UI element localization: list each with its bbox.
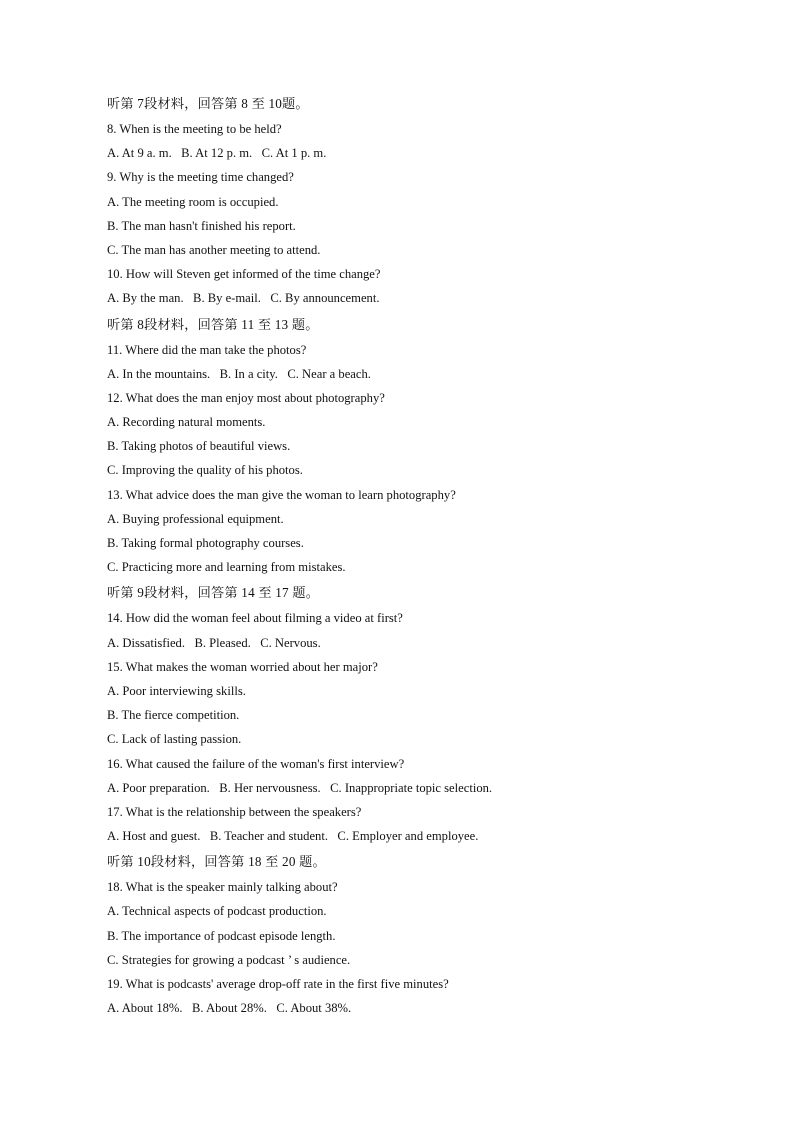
answer-options: A. About 18%. B. About 28%. C. About 38%. (107, 1001, 352, 1016)
answer-options: A. Dissatisfied. B. Pleased. C. Nervous. (107, 635, 321, 650)
answer-options: A. The meeting room is occupied. (107, 194, 279, 209)
question-text: 17. What is the relationship between the speakers? (107, 804, 362, 819)
question-text: 11. Where did the man take the photos? (107, 342, 307, 357)
question-text: 14. How did the woman feel about filming a video at first? (107, 611, 403, 626)
answer-options: A. By the man. B. By e-mail. C. By announcement. (107, 291, 380, 306)
answer-options: A. Recording natural moments. (107, 415, 266, 430)
answer-options: A. At 9 a. m. B. At 12 p. m. C. At 1 p. m. (107, 146, 327, 161)
document-body (107, 90, 747, 1020)
question-text: 10. How will Steven get informed of the time change? (107, 267, 381, 282)
answer-options: B. The importance of podcast episode length. (107, 928, 336, 943)
section-heading: 听第 10段材料，回答第 18 至 20 题。 (107, 854, 326, 870)
question-text: 12. What does the man enjoy most about photography? (107, 390, 385, 405)
answer-options: B. Taking formal photography courses. (107, 536, 304, 550)
answer-options: C. Practicing more and learning from mistakes. (107, 560, 346, 575)
answer-options: A. Poor preparation. B. Her nervousness. C. Inappropriate topic selection. (107, 780, 493, 795)
question-text: 19. What is podcasts' average drop-off rate in the first five minutes? (107, 977, 449, 991)
section-heading: 听第 8段材料，回答第 11 至 13 题。 (107, 316, 319, 332)
answer-options: A. Buying professional equipment. (107, 511, 284, 526)
answer-options: C. Lack of lasting passion. (107, 732, 242, 747)
section-heading: 听第 7段材料，回答第 8 至 10题。 (107, 96, 309, 111)
answer-options: A. In the mountains. B. In a city. C. Near a beach. (107, 366, 371, 381)
answer-options: A. Host and guest. B. Teacher and student. C. Employer and employee. (107, 829, 479, 844)
answer-options: B. Taking photos of beautiful views. (107, 439, 291, 454)
answer-options: B. The fierce competition. (107, 708, 240, 723)
question-text: 18. What is the speaker mainly talking about? (107, 880, 338, 895)
answer-options: C. Strategies for growing a podcast ’ s audience. (107, 952, 351, 967)
question-text: 15. What makes the woman worried about her major? (107, 659, 378, 674)
question-text: 8. When is the meeting to be held? (107, 122, 282, 136)
answer-options: C. The man has another meeting to attend. (107, 242, 321, 257)
question-text: 9. Why is the meeting time changed? (107, 170, 294, 185)
answer-options: A. Technical aspects of podcast production. (107, 904, 327, 919)
answer-options: C. Improving the quality of his photos. (107, 463, 303, 478)
question-text: 13. What advice does the man give the woman to learn photography? (107, 487, 456, 502)
question-text: 16. What caused the failure of the woman's first interview? (107, 756, 405, 771)
section-heading: 听第 9段材料，回答第 14 至 17 题。 (107, 585, 320, 601)
answer-options: A. Poor interviewing skills. (107, 683, 246, 698)
answer-options: B. The man hasn't finished his report. (107, 218, 296, 233)
